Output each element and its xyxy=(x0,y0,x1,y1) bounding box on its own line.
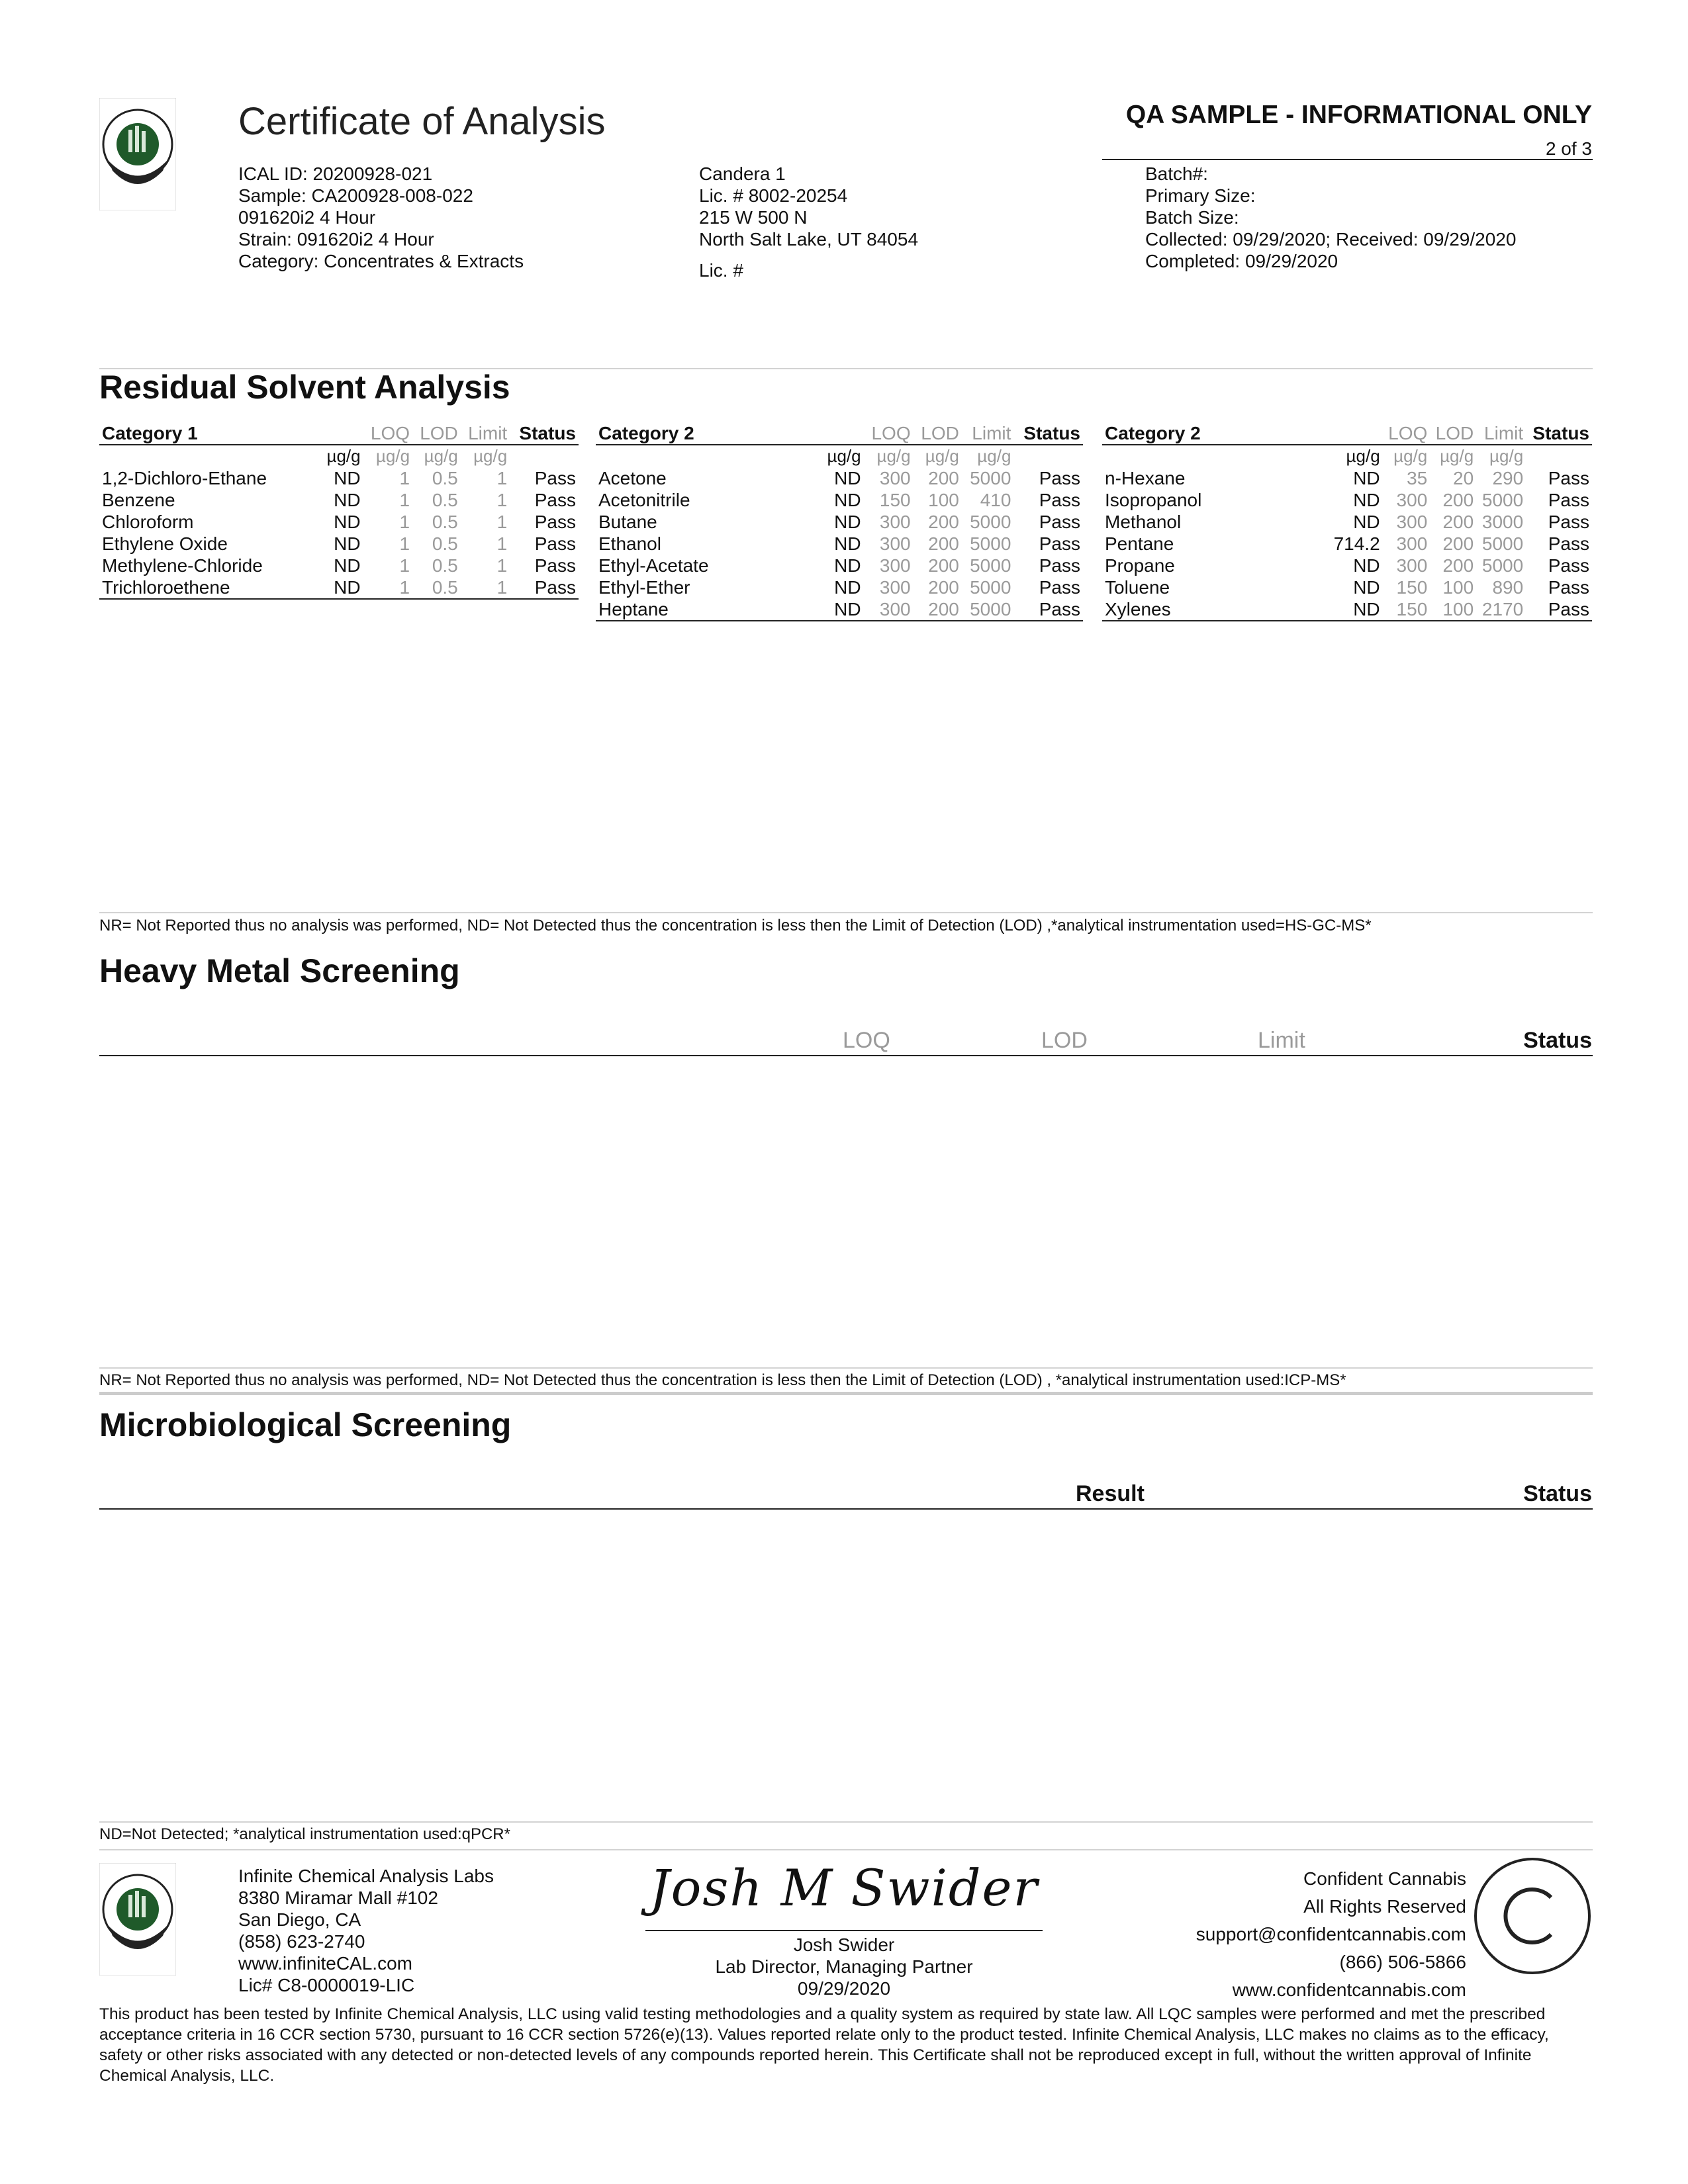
category-header: Category 1 xyxy=(99,422,320,445)
unit-label: µg/g xyxy=(375,446,410,466)
analyte-name: Isopropanol xyxy=(1105,490,1202,510)
limit-value: 5000 xyxy=(970,533,1011,554)
unit-label: µg/g xyxy=(1346,446,1380,466)
status-value: Pass xyxy=(510,576,579,599)
analyte-name: Propane xyxy=(1105,555,1175,576)
limit-value: 5000 xyxy=(970,512,1011,532)
table-row xyxy=(99,576,579,599)
confident-cannabis-info: Confident Cannabis All Rights Reserved support@confidentcannabis.com (866) 506-5866 www.confidentcannabis.com xyxy=(1196,1868,1466,2000)
lod-value: 200 xyxy=(928,512,959,532)
limit-value: 410 xyxy=(980,490,1011,510)
lod-value: 0.5 xyxy=(432,468,458,488)
result-value: ND xyxy=(1353,555,1380,576)
limit-value: 5000 xyxy=(970,577,1011,598)
result-value: ND xyxy=(1353,468,1380,488)
status-header: Status xyxy=(510,422,579,445)
loq-value: 1 xyxy=(399,533,410,554)
table-row xyxy=(596,533,1083,555)
lod-value: 100 xyxy=(1430,598,1476,621)
lod-value: 200 xyxy=(1442,555,1474,576)
result-value: ND xyxy=(1353,512,1380,532)
analyte-name: Benzene xyxy=(102,490,175,510)
loq-value: 1 xyxy=(399,468,410,488)
status-value: Pass xyxy=(1039,577,1080,598)
result-value: ND xyxy=(334,512,361,532)
result-value: ND xyxy=(334,533,361,554)
status-value: Pass xyxy=(1548,490,1589,510)
loq-value: 150 xyxy=(879,490,911,510)
lod-value: 0.5 xyxy=(432,490,458,510)
residual-solvent-title: Residual Solvent Analysis xyxy=(99,369,510,406)
unit-label: µg/g xyxy=(1393,446,1428,466)
table-row xyxy=(596,467,1083,489)
analyte-name: Ethyl-Ether xyxy=(598,577,690,598)
limit-value: 1 xyxy=(496,490,508,510)
result-value: ND xyxy=(334,468,361,488)
page-number: 2 of 3 xyxy=(1545,138,1592,159)
lod-value: 0.5 xyxy=(432,555,458,576)
loq-value: 300 xyxy=(879,512,911,532)
limit-value: 890 xyxy=(1492,577,1524,598)
unit-label: µg/g xyxy=(876,446,911,466)
status-value: Pass xyxy=(1039,533,1080,554)
loq-header: LOQ xyxy=(864,422,914,445)
status-value: Pass xyxy=(1526,598,1592,621)
table-row xyxy=(99,489,579,511)
result-value: 714.2 xyxy=(1333,533,1380,554)
lod-value: 200 xyxy=(1442,490,1474,510)
metal-note: NR= Not Reported thus no analysis was performed, ND= Not Detected thus the concentration is less then the Limit of Detection (LOD) , *analytical instrumentation used:ICP-MS* xyxy=(99,1371,1346,1389)
analyte-name: Ethylene Oxide xyxy=(102,533,228,554)
lod-value: 0.5 xyxy=(432,512,458,532)
status-value: Pass xyxy=(1548,577,1589,598)
lab-logo-footer xyxy=(99,1863,176,1976)
micro-status-header: Status xyxy=(1523,1481,1592,1506)
micro-title: Microbiological Screening xyxy=(99,1406,512,1443)
analyte-name: Toluene xyxy=(1105,577,1170,598)
limit-value: 1 xyxy=(496,555,508,576)
table-row xyxy=(1102,511,1592,533)
loq-value: 300 xyxy=(1396,490,1428,510)
limit-header: Limit xyxy=(461,422,510,445)
metal-status-header: Status xyxy=(1523,1028,1592,1053)
residual-note: NR= Not Reported thus no analysis was performed, ND= Not Detected thus the concentration is less then the Limit of Detection (LOD) ,*analytical instrumentation used=HS-GC-MS* xyxy=(99,917,1372,934)
analyte-name: Ethanol xyxy=(598,533,661,554)
category-header: Category 2 xyxy=(596,422,820,445)
result-value: ND xyxy=(834,577,861,598)
micro-note: ND=Not Detected; *analytical instrumentation used:qPCR* xyxy=(99,1825,510,1843)
table-row xyxy=(596,598,1083,621)
lod-value: 200 xyxy=(928,577,959,598)
limit-value: 1 xyxy=(496,468,508,488)
loq-value: 150 xyxy=(1383,598,1430,621)
limit-value: 2170 xyxy=(1476,598,1526,621)
document-title: Certificate of Analysis xyxy=(238,100,606,143)
limit-value: 5000 xyxy=(962,598,1014,621)
status-value: Pass xyxy=(1039,490,1080,510)
unit-label: µg/g xyxy=(1440,446,1474,466)
loq-value: 35 xyxy=(1407,468,1428,488)
loq-value: 150 xyxy=(1396,577,1428,598)
loq-value: 1 xyxy=(399,490,410,510)
status-value: Pass xyxy=(1548,555,1589,576)
table-row xyxy=(1102,576,1592,598)
status-value: Pass xyxy=(534,555,576,576)
lod-value: 200 xyxy=(1442,533,1474,554)
analyte-name: n-Hexane xyxy=(1105,468,1186,488)
unit-label: µg/g xyxy=(424,446,458,466)
status-value: Pass xyxy=(1548,468,1589,488)
status-header: Status xyxy=(1526,422,1592,445)
lab-logo xyxy=(99,98,176,210)
result-value: ND xyxy=(1327,598,1382,621)
client-info: Candera 1 Lic. # 8002-20254 215 W 500 N North Salt Lake, UT 84054 Lic. # xyxy=(699,163,919,281)
lod-value: 200 xyxy=(928,555,959,576)
confident-cannabis-logo xyxy=(1473,1856,1592,1976)
unit-label: µg/g xyxy=(925,446,959,466)
status-value: Pass xyxy=(1039,555,1080,576)
limit-value: 1 xyxy=(496,533,508,554)
disclaimer: This product has been tested by Infinite Chemical Analysis, LLC using valid testing methodologies and a quality system as required by state law. All LQC samples were performed and met the prescribed acceptance criteria in 16 CCR section 5730, pursuant to 16 CCR section 5726(e)(13). Values reported relate only to the product tested. Infinite Chemical Analysis, LLC makes no claims as to the efficacy, safety or other risks associated with any detected or non-detected levels of any compounds reported herein. This Certificate shall not be reproduced except in full, without the written approval of Infinite Chemical Analysis, LLC. xyxy=(99,2005,1549,2085)
result-value: ND xyxy=(834,555,861,576)
result-value: ND xyxy=(320,576,363,599)
lod-value: 20 xyxy=(1453,468,1474,488)
analyte-name: Heptane xyxy=(596,598,820,621)
lod-value: 200 xyxy=(1442,512,1474,532)
table-row xyxy=(1102,489,1592,511)
table-row xyxy=(99,555,579,576)
lod-value: 100 xyxy=(1442,577,1474,598)
micro-result-header: Result xyxy=(1076,1481,1145,1506)
limit-header: Limit xyxy=(1476,422,1526,445)
heavy-metal-title: Heavy Metal Screening xyxy=(99,952,460,989)
limit-value: 3000 xyxy=(1481,512,1524,532)
analyte-name: Acetonitrile xyxy=(598,490,690,510)
result-value: ND xyxy=(334,555,361,576)
lod-header: LOD xyxy=(914,422,962,445)
status-value: Pass xyxy=(534,512,576,532)
analyte-name: Butane xyxy=(598,512,657,532)
lod-header: LOD xyxy=(412,422,461,445)
result-value: ND xyxy=(334,490,361,510)
result-value: ND xyxy=(834,490,861,510)
table-row xyxy=(596,555,1083,576)
analyte-name: Trichloroethene xyxy=(99,576,320,599)
status-value: Pass xyxy=(1013,598,1083,621)
limit-value: 5000 xyxy=(970,555,1011,576)
loq-value: 1 xyxy=(363,576,412,599)
loq-value: 300 xyxy=(1396,555,1428,576)
result-value: ND xyxy=(1353,490,1380,510)
result-value: ND xyxy=(834,468,861,488)
table-row xyxy=(1102,555,1592,576)
unit-label: µg/g xyxy=(977,446,1011,466)
status-value: Pass xyxy=(1548,533,1589,554)
signer-info: Josh Swider Lab Director, Managing Partner 09/29/2020 xyxy=(715,1934,973,1999)
table-row xyxy=(99,467,579,489)
limit-value: 5000 xyxy=(1481,533,1524,554)
qa-label: QA SAMPLE - INFORMATIONAL ONLY xyxy=(1125,101,1592,129)
table-row xyxy=(99,511,579,533)
table-row xyxy=(1102,598,1592,621)
status-value: Pass xyxy=(534,490,576,510)
table-row xyxy=(596,511,1083,533)
lab-address: Infinite Chemical Analysis Labs 8380 Miramar Mall #102 San Diego, CA (858) 623-2740 www.infiniteCAL.com Lic# C8-0000019-LIC xyxy=(238,1866,494,1995)
table-row xyxy=(99,533,579,555)
category-1-table xyxy=(99,422,579,600)
analyte-name: Ethyl-Acetate xyxy=(598,555,709,576)
category-2-table-b xyxy=(1102,422,1592,621)
lod-value: 0.5 xyxy=(432,533,458,554)
analyte-name: Pentane xyxy=(1105,533,1174,554)
status-header: Status xyxy=(1013,422,1083,445)
batch-info: Batch#: Primary Size: Batch Size: Collected: 09/29/2020; Received: 09/29/2020 Completed: 09/29/2020 xyxy=(1145,163,1517,271)
unit-label: µg/g xyxy=(473,446,508,466)
status-value: Pass xyxy=(534,533,576,554)
analyte-name: Chloroform xyxy=(102,512,194,532)
loq-value: 300 xyxy=(879,468,911,488)
signature: Josh M Swider xyxy=(649,1858,1039,1917)
lod-value: 200 xyxy=(928,468,959,488)
lod-value: 100 xyxy=(928,490,959,510)
lod-value: 0.5 xyxy=(412,576,461,599)
unit-label: µg/g xyxy=(827,446,861,466)
metal-lod-header: LOD xyxy=(1041,1028,1088,1053)
result-value: ND xyxy=(834,512,861,532)
analyte-name: Acetone xyxy=(598,468,667,488)
status-value: Pass xyxy=(1039,468,1080,488)
limit-value: 5000 xyxy=(1481,490,1524,510)
limit-value: 1 xyxy=(461,576,510,599)
loq-value: 300 xyxy=(879,555,911,576)
status-value: Pass xyxy=(1548,512,1589,532)
lod-header: LOD xyxy=(1430,422,1476,445)
metal-loq-header: LOQ xyxy=(843,1028,890,1053)
limit-value: 290 xyxy=(1492,468,1524,488)
lod-value: 200 xyxy=(914,598,962,621)
limit-value: 5000 xyxy=(1481,555,1524,576)
result-value: ND xyxy=(1353,577,1380,598)
table-row xyxy=(1102,467,1592,489)
loq-value: 300 xyxy=(1396,533,1428,554)
unit-label: µg/g xyxy=(326,446,361,466)
analyte-name: 1,2-Dichloro-Ethane xyxy=(102,468,267,488)
limit-value: 5000 xyxy=(970,468,1011,488)
loq-value: 300 xyxy=(879,577,911,598)
loq-value: 300 xyxy=(864,598,914,621)
metal-limit-header: Limit xyxy=(1258,1028,1305,1053)
table-row xyxy=(596,489,1083,511)
result-value: ND xyxy=(820,598,864,621)
unit-label: µg/g xyxy=(1489,446,1524,466)
loq-header: LOQ xyxy=(363,422,412,445)
status-value: Pass xyxy=(1039,512,1080,532)
loq-value: 1 xyxy=(399,555,410,576)
status-value: Pass xyxy=(534,468,576,488)
loq-header: LOQ xyxy=(1383,422,1430,445)
loq-value: 1 xyxy=(399,512,410,532)
sample-info: ICAL ID: 20200928-021 Sample: CA200928-008-022 091620i2 4 Hour Strain: 091620i2 4 Hour Category: Concentrates & Extracts xyxy=(238,163,524,271)
limit-header: Limit xyxy=(962,422,1014,445)
category-2-table-a xyxy=(596,422,1083,621)
loq-value: 300 xyxy=(879,533,911,554)
category-header: Category 2 xyxy=(1102,422,1327,445)
lod-value: 200 xyxy=(928,533,959,554)
result-value: ND xyxy=(834,533,861,554)
table-row xyxy=(1102,533,1592,555)
analyte-name: Methylene-Chloride xyxy=(102,555,263,576)
loq-value: 300 xyxy=(1396,512,1428,532)
analyte-name: Methanol xyxy=(1105,512,1182,532)
analyte-name: Xylenes xyxy=(1102,598,1327,621)
table-row xyxy=(596,576,1083,598)
limit-value: 1 xyxy=(496,512,508,532)
